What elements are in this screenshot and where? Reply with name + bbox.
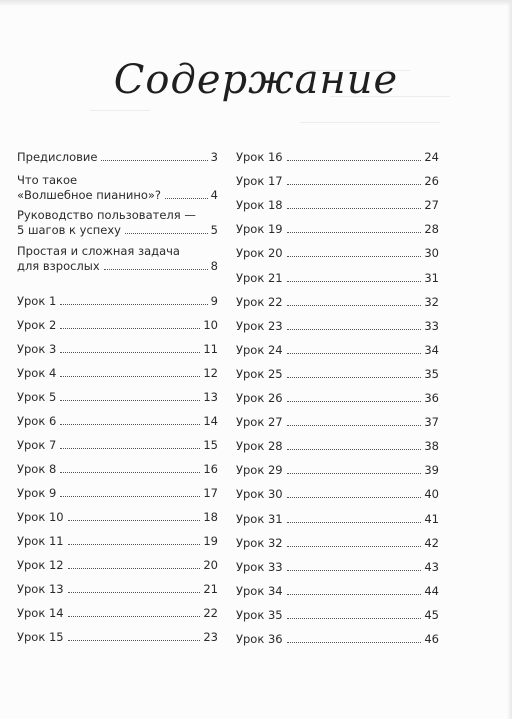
toc-entry-label: Урок 33 [236, 559, 283, 574]
toc-entry-page-number: 11 [203, 342, 218, 356]
toc-entry-page-number: 26 [424, 174, 439, 189]
dot-leader [68, 520, 201, 521]
toc-entry [236, 343, 439, 358]
toc-entry-label: Урок 25 [236, 366, 283, 381]
toc-entry-label: Урок 13 [17, 582, 64, 596]
toc-entry [236, 463, 439, 478]
toc-entry-page-number: 38 [424, 439, 439, 454]
toc-entry [17, 390, 218, 405]
toc-entry-label: Урок 12 [17, 558, 64, 572]
toc-entry-page-number: 15 [203, 438, 218, 452]
toc-entry-label: Урок 26 [236, 391, 283, 405]
dot-leader [68, 544, 201, 545]
toc-entry-label-line1: Руководство пользователя — [17, 208, 196, 222]
toc-entry-label: Урок 8 [17, 462, 57, 476]
toc-entry-label: Урок 34 [236, 583, 283, 598]
toc-entry-page-number: 42 [424, 535, 439, 550]
page-title: Содержание [113, 57, 399, 103]
dot-leader [287, 473, 422, 474]
toc-entry [17, 462, 218, 477]
toc-entry-label: Урок 10 [17, 510, 64, 524]
toc-entry-page-number: 39 [424, 463, 439, 478]
toc-entry-label: Урок 11 [17, 534, 64, 548]
toc-entry-page-number: 16 [203, 462, 218, 476]
toc-entry-page-number: 21 [203, 582, 218, 596]
toc-entry-label-line1: Простая и сложная задача [17, 244, 180, 258]
dot-leader [125, 233, 208, 234]
toc-entry-page-number: 33 [424, 318, 439, 333]
toc-entry-label: Урок 16 [236, 150, 283, 164]
toc-entry-page-number: 12 [203, 366, 218, 380]
dot-leader [60, 376, 200, 377]
toc-entry [236, 487, 439, 502]
toc-entry-page-number: 45 [424, 607, 439, 622]
dot-leader [287, 594, 422, 595]
dot-leader [287, 353, 422, 354]
toc-entry [17, 630, 218, 645]
toc-entry-page-number: 35 [424, 366, 439, 381]
toc-entry-label: Урок 18 [236, 198, 283, 213]
toc-entry-page-number: 34 [424, 342, 439, 357]
toc-entry [17, 366, 218, 381]
toc-entry-label: Урок 7 [17, 438, 57, 452]
dot-leader [287, 305, 422, 306]
toc-entry-label: Урок 30 [236, 487, 283, 502]
toc-entry-label: Урок 19 [236, 222, 283, 237]
toc-entry [236, 246, 439, 261]
toc-entry-label: 5 шагов к успеху [17, 223, 121, 237]
dot-leader [287, 184, 422, 185]
dot-leader [165, 198, 208, 199]
toc-entry-label: Урок 5 [17, 390, 57, 404]
page-edge-shadow-top [0, 0, 512, 6]
toc-entry-label: Урок 27 [236, 415, 283, 430]
show-through-line [90, 110, 150, 111]
toc-entry [236, 560, 439, 575]
toc-entry-page-number: 43 [424, 559, 439, 574]
toc-entry-label: Урок 22 [236, 294, 283, 309]
toc-entry [236, 415, 439, 430]
dot-leader [68, 616, 201, 617]
toc-entry-page-number: 46 [424, 632, 439, 646]
dot-leader [287, 256, 422, 257]
toc-entry-page-number: 28 [424, 222, 439, 237]
dot-leader [60, 448, 200, 449]
toc-entry [17, 342, 218, 357]
dot-leader [60, 424, 200, 425]
toc-entry-page-number: 30 [424, 246, 439, 261]
toc-entry [236, 295, 439, 310]
dot-leader [68, 568, 201, 569]
toc-entry-page-number: 19 [203, 534, 218, 548]
toc-entry [236, 391, 439, 406]
toc-entry [17, 558, 218, 573]
toc-entry [236, 536, 439, 551]
toc-entry-label: Урок 14 [17, 606, 64, 620]
toc-entry [17, 510, 218, 525]
dot-leader [287, 522, 422, 523]
toc-entry [17, 534, 218, 549]
toc-entry-label: Урок 36 [236, 632, 283, 646]
toc-entry-page-number: 37 [424, 415, 439, 430]
dot-leader [287, 618, 422, 619]
dot-leader [287, 377, 422, 378]
toc-entry-label: Урок 4 [17, 366, 57, 380]
toc-entry [236, 512, 439, 527]
dot-leader [287, 329, 422, 330]
toc-entry [236, 319, 439, 334]
dot-leader [287, 642, 422, 643]
toc-entry [17, 486, 218, 501]
toc-entry [236, 174, 439, 189]
toc-entry-page-number: 41 [424, 511, 439, 526]
toc-entry-page-number: 22 [203, 606, 218, 620]
dot-leader [287, 160, 422, 161]
dot-leader [60, 352, 200, 353]
toc-entry [236, 198, 439, 213]
dot-leader [68, 592, 201, 593]
toc-entry-page-number: 14 [203, 414, 218, 428]
toc-entry-label: Урок 20 [236, 246, 283, 261]
dot-leader [287, 497, 422, 498]
toc-entry-label: Урок 32 [236, 535, 283, 550]
toc-entry-label: Урок 1 [17, 294, 57, 308]
dot-leader [287, 449, 422, 450]
toc-entry-label: Урок 9 [17, 486, 57, 500]
toc-entry-page-number: 32 [424, 294, 439, 309]
toc-entry-label: Урок 31 [236, 511, 283, 526]
dot-leader [60, 304, 207, 305]
toc-entry [236, 584, 439, 599]
toc-entry-page-number: 9 [210, 294, 218, 308]
toc-entry [17, 414, 218, 429]
toc-entry-label: Урок 24 [236, 342, 283, 357]
dot-leader [287, 208, 422, 209]
toc-entry [17, 582, 218, 597]
dot-leader [68, 640, 201, 641]
toc-entry-page-number: 36 [424, 391, 439, 405]
toc-entry-page-number: 5 [210, 223, 218, 237]
toc-entry-page-number: 20 [203, 558, 218, 572]
toc-entry-label: Урок 2 [17, 318, 57, 332]
toc-entry-label: Урок 28 [236, 439, 283, 454]
toc-entry [236, 222, 439, 237]
toc-entry [236, 608, 439, 623]
toc-entry-page-number: 3 [210, 150, 218, 164]
toc-entry-page-number: 40 [424, 487, 439, 502]
dot-leader [104, 269, 208, 270]
toc-entry [17, 150, 218, 165]
toc-entry-label: Урок 21 [236, 270, 283, 285]
dot-leader [101, 160, 207, 161]
dot-leader [60, 496, 200, 497]
toc-entry-page-number: 44 [424, 583, 439, 598]
toc-entry-label: Урок 6 [17, 414, 57, 428]
toc-entry [17, 208, 218, 238]
toc-entry [236, 632, 439, 647]
toc-entry-label: Урок 23 [236, 318, 283, 333]
toc-entry-label: для взрослых [17, 259, 100, 273]
toc-entry-label: Урок 17 [236, 174, 283, 189]
toc-entry [236, 439, 439, 454]
toc-entry-label: Урок 35 [236, 607, 283, 622]
toc-entry-page-number: 31 [424, 270, 439, 285]
toc-entry [236, 150, 439, 165]
toc-entry [17, 244, 218, 274]
toc-entry-label: Урок 29 [236, 463, 283, 478]
toc-entry-page-number: 27 [424, 198, 439, 213]
toc-entry-page-number: 17 [203, 486, 218, 500]
toc-entry [17, 606, 218, 621]
toc-entry-page-number: 8 [210, 259, 218, 273]
toc-entry-label: Предисловие [17, 150, 98, 164]
toc-entry-label: Урок 3 [17, 342, 57, 356]
toc-entry [17, 438, 218, 453]
dot-leader [287, 425, 422, 426]
toc-entry [17, 318, 218, 333]
dot-leader [287, 401, 422, 402]
show-through-line [300, 122, 440, 123]
toc-entry-page-number: 13 [203, 390, 218, 404]
dot-leader [287, 281, 422, 282]
toc-entry [236, 271, 439, 286]
toc-entry-label: Урок 15 [17, 630, 64, 644]
dot-leader [287, 232, 422, 233]
dot-leader [287, 570, 422, 571]
toc-entry-label-line1: Что такое [17, 173, 78, 187]
toc-entry [17, 294, 218, 309]
toc-entry-page-number: 23 [203, 630, 218, 644]
toc-entry-page-number: 4 [210, 188, 218, 202]
dot-leader [60, 400, 200, 401]
toc-entry-page-number: 18 [203, 510, 218, 524]
toc-entry-page-number: 24 [424, 150, 439, 164]
toc-entry-label: «Волшебное пианино»? [17, 188, 162, 202]
dot-leader [60, 472, 200, 473]
toc-entry [17, 173, 218, 203]
dot-leader [287, 546, 422, 547]
toc-entry-page-number: 10 [203, 318, 218, 332]
dot-leader [60, 328, 200, 329]
toc-entry [236, 367, 439, 382]
